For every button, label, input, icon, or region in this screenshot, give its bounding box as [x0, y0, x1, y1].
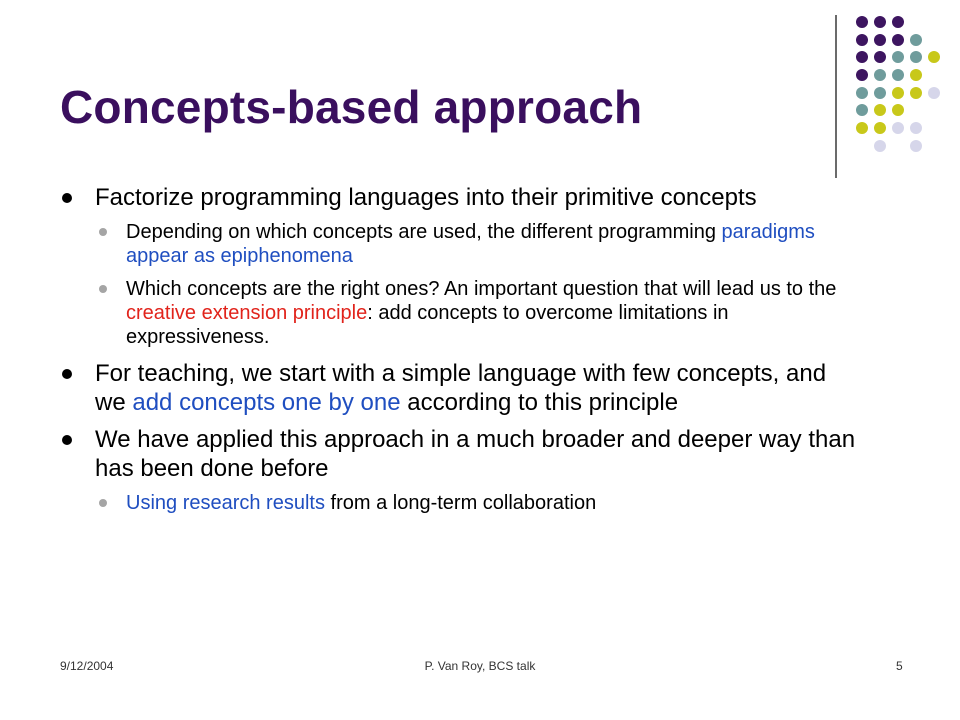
sub-bullet-research — [95, 491, 860, 515]
highlight-blue: paradigms appear as epiphenomena — [126, 221, 815, 267]
decor-dot — [856, 104, 868, 116]
footer-presenter: P. Van Roy, BCS talk — [424, 659, 536, 673]
bullet-teaching — [60, 359, 860, 417]
sub-bullet-text: from a long-term collaboration — [324, 492, 597, 514]
decor-dot — [874, 69, 886, 81]
slide-body — [60, 183, 860, 524]
decor-dot — [928, 87, 940, 99]
bullet-text: Factorize programming languages into their primitive concepts — [95, 184, 757, 211]
decor-dot — [892, 34, 904, 46]
decor-dot — [856, 16, 868, 28]
sub-bullet-right-concepts — [95, 277, 860, 349]
decor-dot — [874, 51, 886, 63]
sub-bullet-text: Depending on which concepts are used, the different programming — [126, 221, 722, 243]
sub-bullet-paradigms — [95, 220, 860, 268]
decor-dot — [892, 51, 904, 63]
decor-dot — [892, 16, 904, 28]
footer-page-number: 5 — [896, 659, 903, 673]
decor-dot — [856, 122, 868, 134]
highlight-blue: Using research results — [126, 492, 325, 514]
decor-dot — [910, 34, 922, 46]
decor-dot — [874, 16, 886, 28]
decor-dot — [874, 87, 886, 99]
footer-date: 9/12/2004 — [60, 659, 114, 673]
decor-dot — [874, 122, 886, 134]
decor-dot — [910, 51, 922, 63]
highlight-red: creative extension principle — [126, 302, 368, 324]
decor-dot — [856, 87, 868, 99]
bullet-text: according to this principle — [400, 389, 679, 416]
decor-dot — [910, 122, 922, 134]
decor-dot — [892, 87, 904, 99]
bullet-applied — [60, 425, 860, 483]
decor-dot — [892, 69, 904, 81]
decor-dot — [910, 87, 922, 99]
decor-dot — [856, 69, 868, 81]
decor-dot — [892, 104, 904, 116]
bullet-text: For teaching, we start with a simple language with few concepts, and we — [95, 360, 827, 416]
decor-dot — [910, 69, 922, 81]
sub-bullet-text: Which concepts are the right ones? An important question that will lead us to the — [126, 278, 837, 300]
decor-dot — [892, 122, 904, 134]
decor-dot — [910, 140, 922, 152]
decor-dot — [928, 51, 940, 63]
bullet-text: We have applied this approach in a much broader and deeper way than has been done before — [95, 426, 856, 482]
sub-bullet-text: : add concepts to overcome limitations in expressiveness. — [126, 302, 729, 348]
highlight-blue: add concepts one by one — [132, 389, 401, 416]
decor-dot — [874, 140, 886, 152]
decor-dot — [874, 104, 886, 116]
decor-dot — [856, 51, 868, 63]
decor-dot — [874, 34, 886, 46]
slide-title: Concepts-based approach — [60, 81, 643, 133]
decor-dot — [856, 34, 868, 46]
bullet-factorize — [60, 183, 860, 212]
